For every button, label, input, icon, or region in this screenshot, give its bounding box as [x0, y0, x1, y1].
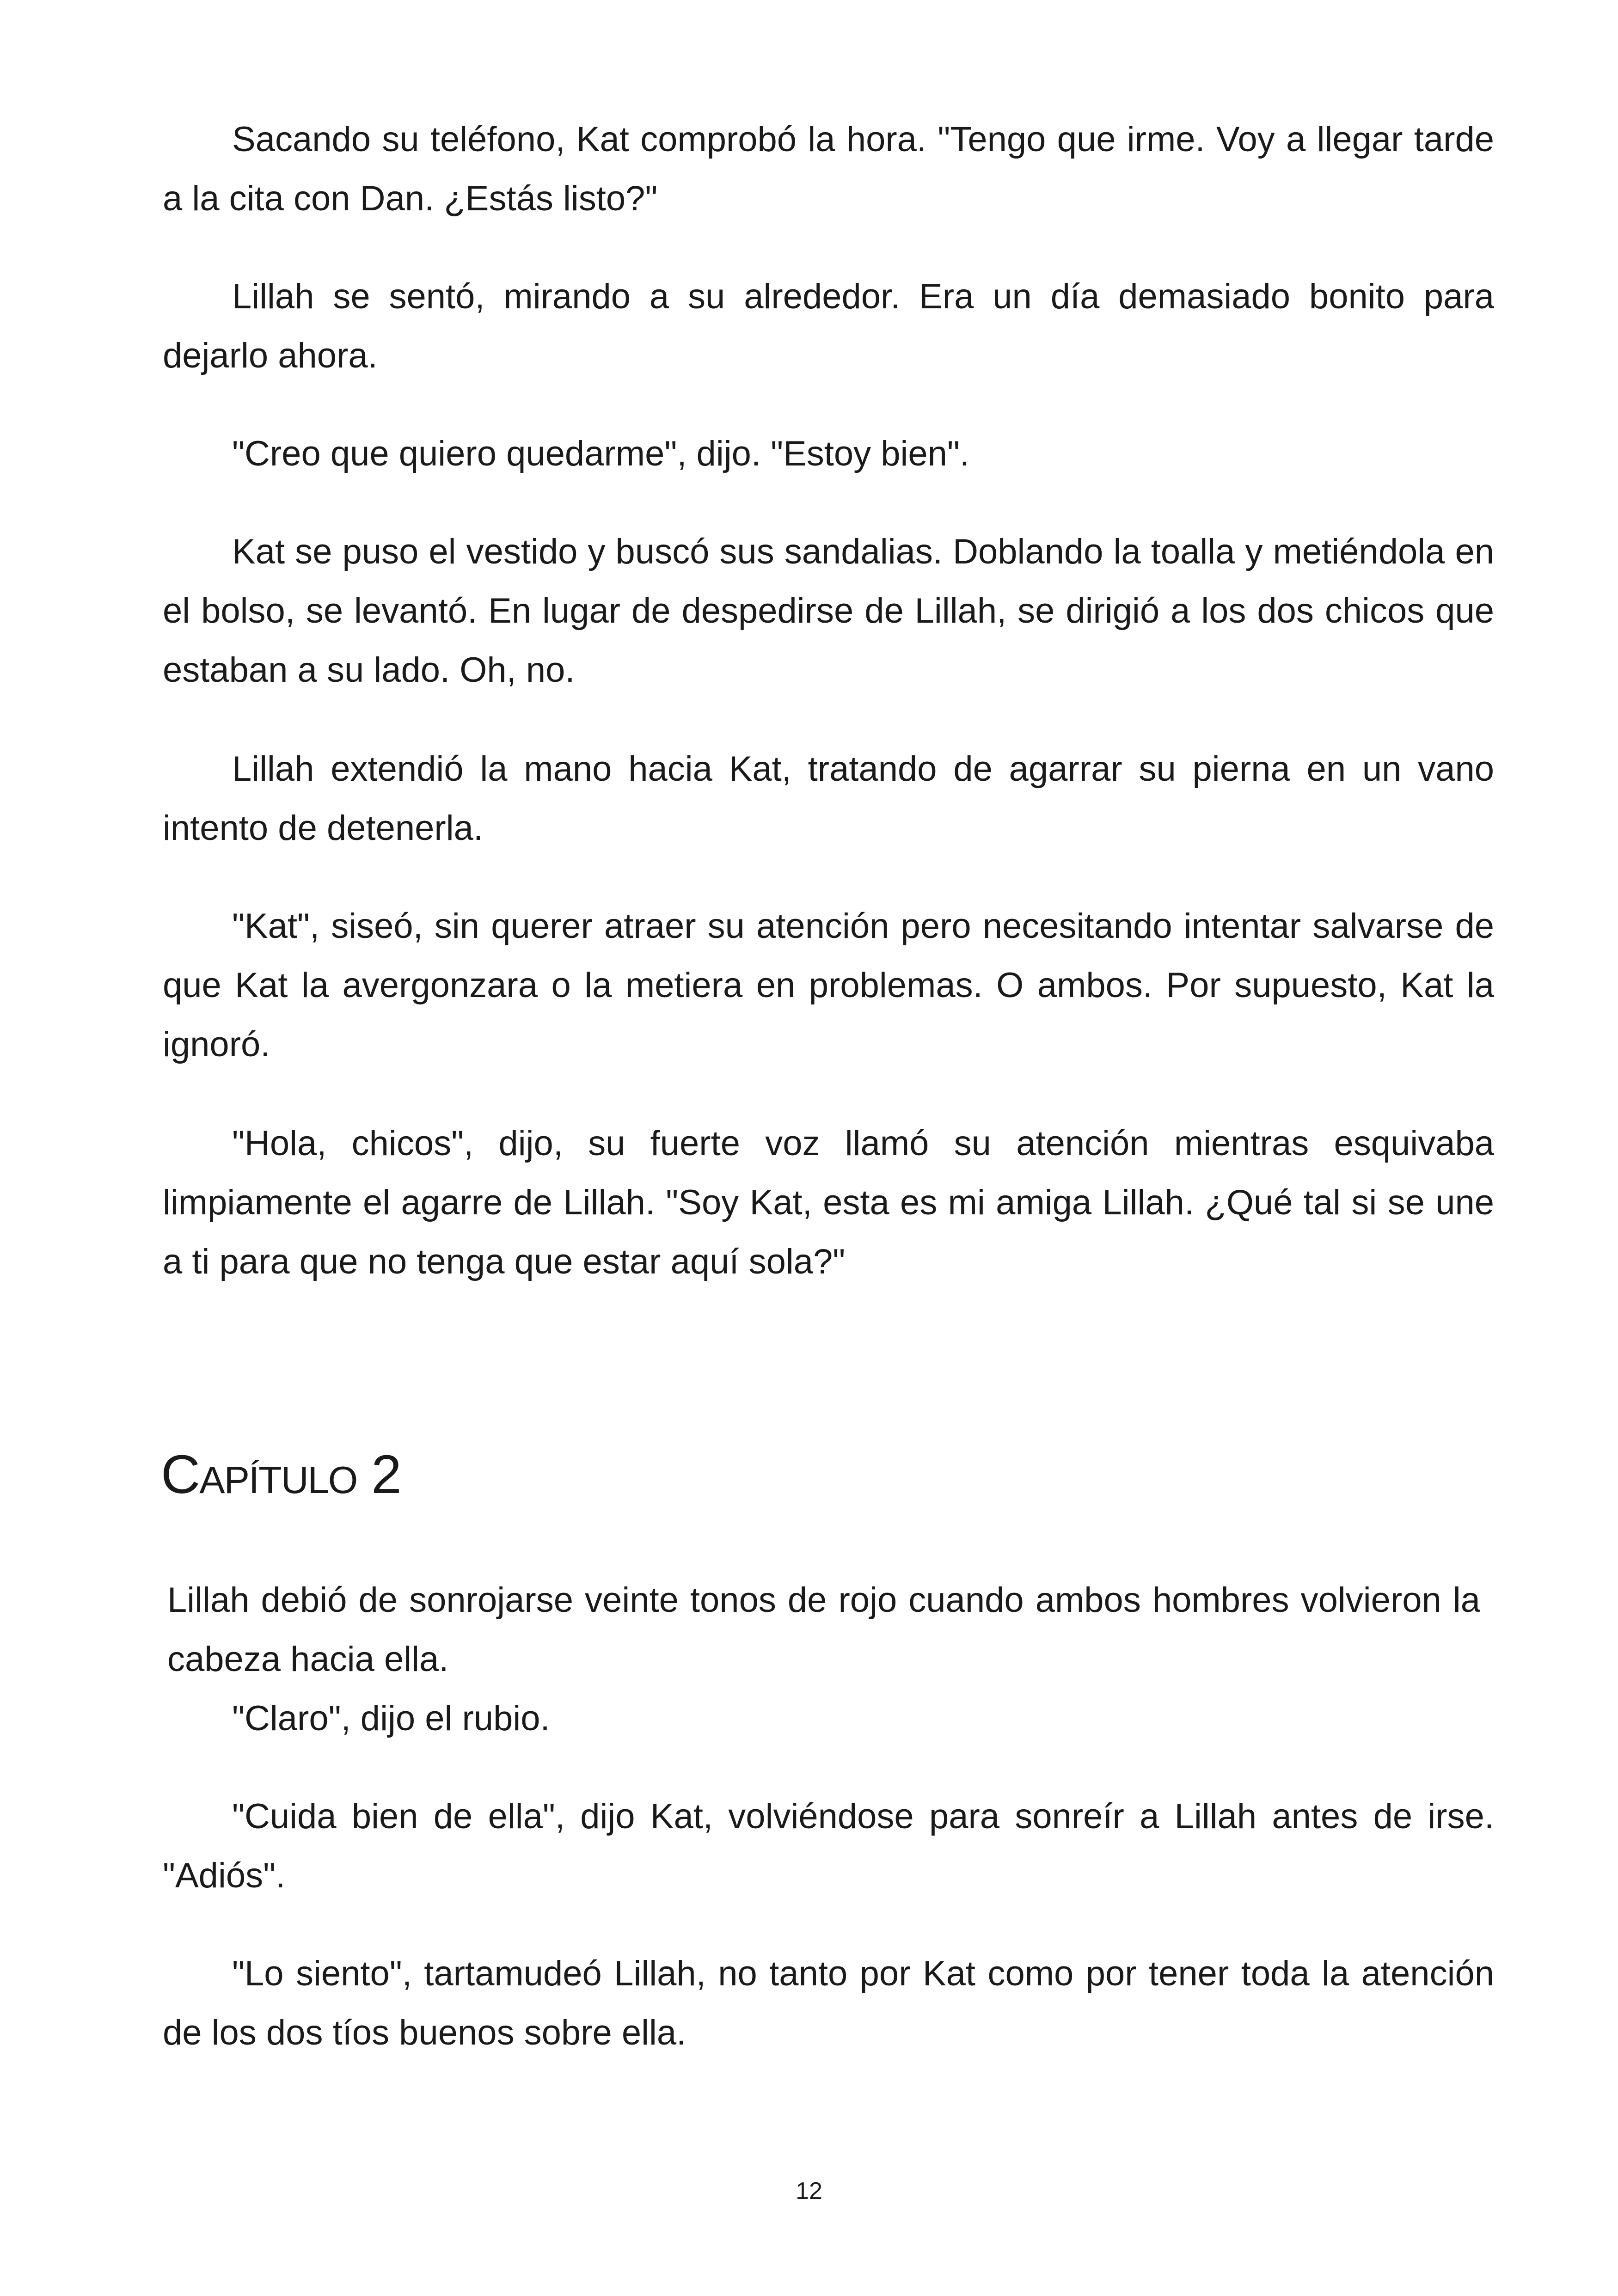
paragraph: "Kat", siseó, sin querer atraer su atención pero necesitando intentar salvarse de que Kat la avergonzara o la metiera en problemas. O ambos. Por supuesto, Kat la ignoró.: [163, 906, 1494, 1064]
paragraph: Lillah se sentó, mirando a su alrededor. Era un día demasiado bonito para dejarlo ahora.: [163, 277, 1494, 375]
paragraph: "Lo siento", tartamudeó Lillah, no tanto por Kat como por tener toda la atención de los dos tíos buenos sobre ella.: [163, 1954, 1494, 2052]
paragraph: "Cuida bien de ella", dijo Kat, volviéndose para sonreír a Lillah antes de irse. "Adiós".: [163, 1797, 1494, 1895]
paragraph: "Creo que quiero quedarme", dijo. "Estoy bien".: [232, 434, 970, 473]
paragraph: "Hola, chicos", dijo, su fuerte voz llamó su atención mientras esquivaba limpiamente el agarre de Lillah. "Soy Kat, esta es mi amiga Lillah. ¿Qué tal si se une a ti para que no tenga que estar aquí sola?": [163, 1124, 1494, 1281]
paragraph: Kat se puso el vestido y buscó sus sandalias. Doblando la toalla y metiéndola en el bolso, se levantó. En lugar de despedirse de Lillah, se dirigió a los dos chicos que estaban a su lado. Oh, no.: [163, 532, 1494, 690]
chapter-title: Capítulo 2: [161, 1444, 401, 1505]
page-number: 12: [796, 2178, 822, 2204]
paragraph: Sacando su teléfono, Kat comprobó la hora. "Tengo que irme. Voy a llegar tarde a la cita con Dan. ¿Estás listo?": [163, 120, 1494, 218]
paragraph: Lillah extendió la mano hacia Kat, tratando de agarrar su pierna en un vano intento de detenerla.: [163, 749, 1494, 848]
paragraph: "Claro", dijo el rubio.: [232, 1699, 550, 1738]
paragraph: Lillah debió de sonrojarse veinte tonos de rojo cuando ambos hombres volvieron la cabeza hacia ella.: [167, 1580, 1480, 1679]
